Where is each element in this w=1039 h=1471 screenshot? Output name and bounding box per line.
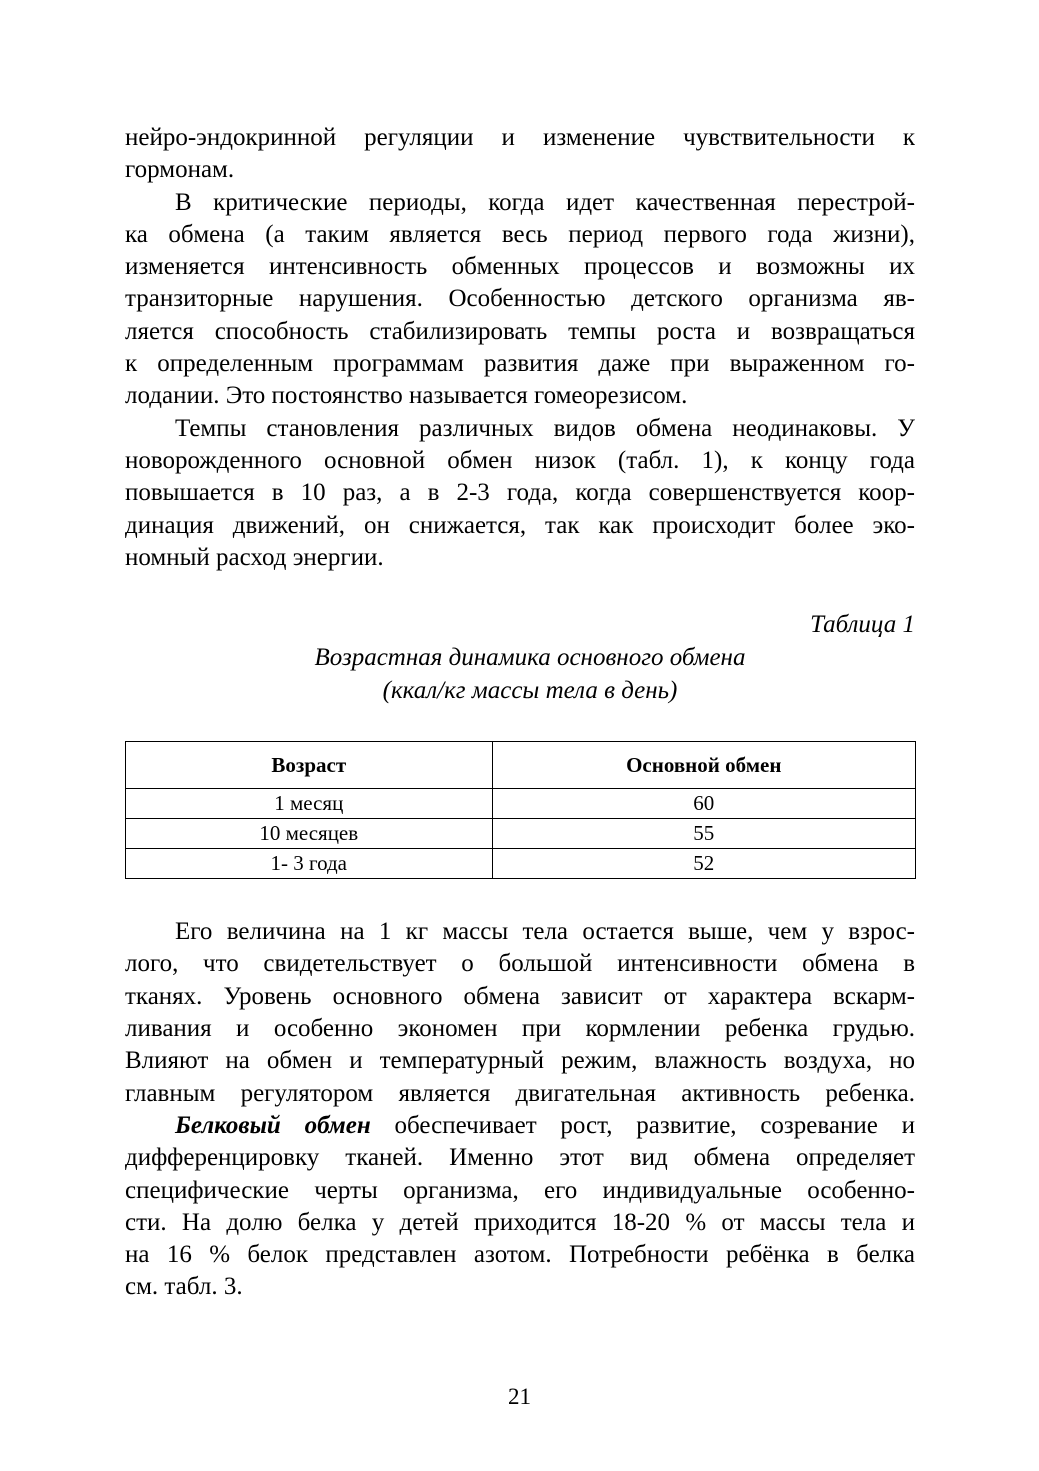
paragraph-line: транзиторные нарушения. Особенностью детского организма яв- bbox=[125, 285, 915, 313]
cell-age: 1 месяц bbox=[126, 789, 493, 819]
paragraph-line: гормонам. bbox=[125, 156, 235, 184]
page-number: 21 bbox=[508, 1384, 531, 1409]
paragraph-line: Влияют на обмен и температурный режим, влажность воздуха, но bbox=[125, 1047, 915, 1075]
paragraph-line: Его величина на 1 кг массы тела остается выше, чем у взрос- bbox=[175, 918, 915, 946]
paragraph bbox=[125, 122, 915, 187]
cell-age: 1- 3 года bbox=[126, 849, 493, 879]
column-header-basal-metabolism: Основной обмен bbox=[492, 742, 915, 789]
cell-value: 60 bbox=[492, 789, 915, 819]
table-row bbox=[126, 849, 916, 879]
page-content bbox=[125, 122, 915, 1304]
paragraph-line: главным регулятором является двигательная активность ребенка. bbox=[125, 1079, 915, 1107]
table-subtitle: (ккал/кг массы тела в день) bbox=[382, 677, 678, 705]
spacer bbox=[125, 574, 915, 609]
paragraph-line: на 16 % белок представлен азотом. Потребности ребёнка в белка bbox=[125, 1241, 915, 1269]
protein-paragraph bbox=[125, 1110, 915, 1304]
paragraph-line: нейро-эндокринной регуляции и изменение чувствительности к bbox=[125, 124, 915, 151]
paragraph-line: номный расход энергии. bbox=[125, 543, 384, 571]
cell-value: 52 bbox=[492, 849, 915, 879]
metabolism-table bbox=[125, 741, 916, 879]
paragraph bbox=[125, 413, 915, 574]
paragraph-line: лого, что свидетельствует о большой интенсивности обмена в bbox=[125, 950, 915, 978]
paragraph-line: дифференцировку тканей. Именно этот вид обмена определяет bbox=[125, 1144, 915, 1172]
paragraph-line: повышается в 10 раз, а в 2-3 года, когда совершенствуется коор- bbox=[125, 479, 915, 507]
paragraph-line: к определенным программам развития даже при выраженном го- bbox=[125, 350, 915, 378]
table-block bbox=[125, 609, 915, 879]
paragraph-line: см. табл. 3. bbox=[125, 1273, 243, 1301]
paragraph-line: тканях. Уровень основного обмена зависит от характера вскарм- bbox=[125, 982, 915, 1010]
cell-value: 55 bbox=[492, 819, 915, 849]
paragraph bbox=[125, 187, 915, 413]
paragraph-line: динация движений, он снижается, так как происходит более эко- bbox=[125, 511, 915, 539]
cell-age: 10 месяцев bbox=[126, 819, 493, 849]
paragraph-line: изменяется интенсивность обменных процессов и возможны их bbox=[125, 253, 915, 281]
paragraph-line: специфические черты организма, его индивидуальные особенно- bbox=[125, 1176, 915, 1204]
paragraph-line bbox=[125, 1110, 915, 1142]
table-label: Таблица 1 bbox=[810, 611, 915, 639]
paragraph-line: ливания и особенно экономен при кормлении ребенка грудью. bbox=[125, 1015, 915, 1043]
paragraph bbox=[125, 916, 915, 1110]
bottom-paragraphs bbox=[125, 916, 915, 1110]
table-header-row bbox=[126, 742, 916, 789]
paragraph-line: новорожденного основной обмен низок (табл. 1), к концу года bbox=[125, 446, 915, 474]
paragraph-line: ляется способность стабилизировать темпы роста и возвращаться bbox=[125, 317, 915, 345]
line-text: обеспечивает рост, развитие, созревание и bbox=[370, 1111, 915, 1139]
table-row bbox=[126, 819, 916, 849]
term-protein-metabolism: Белковый обмен bbox=[175, 1111, 371, 1139]
column-header-age: Возраст bbox=[126, 742, 493, 789]
paragraph-line: лодании. Это постоянство называется гомеорезисом. bbox=[125, 382, 688, 410]
top-paragraphs bbox=[125, 122, 915, 574]
paragraph-line: ка обмена (а таким является весь период первого года жизни), bbox=[125, 220, 915, 248]
protein-lines bbox=[125, 1142, 915, 1303]
paragraph-line: В критические периоды, когда идет качественная перестрой- bbox=[175, 188, 915, 216]
table-row bbox=[126, 789, 916, 819]
table-title: Возрастная динамика основного обмена bbox=[314, 644, 746, 672]
spacer bbox=[125, 879, 915, 916]
paragraph-line: Темпы становления различных видов обмена неодинаковы. У bbox=[175, 414, 915, 442]
paragraph-line: сти. На долю белка у детей приходится 18-20 % от массы тела и bbox=[125, 1208, 915, 1236]
spacer bbox=[125, 707, 915, 741]
